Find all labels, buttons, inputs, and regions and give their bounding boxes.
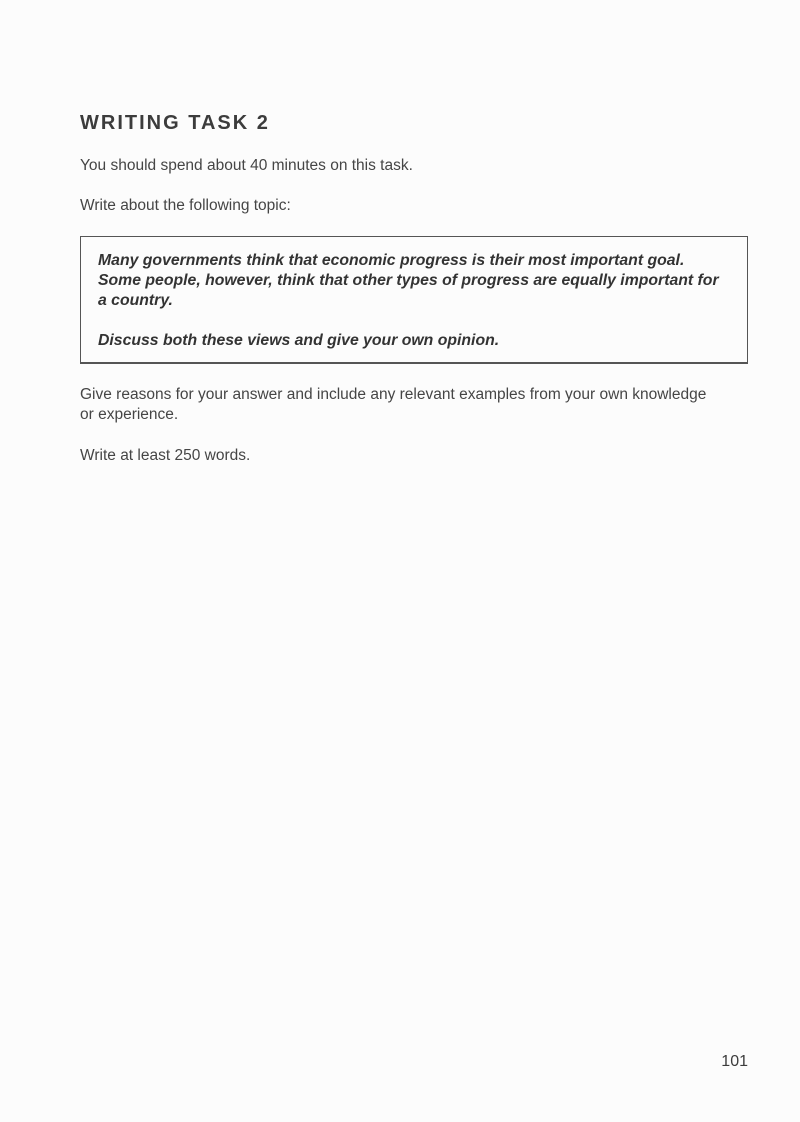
page-title: WRITING TASK 2: [80, 112, 270, 134]
reasons-instruction: Give reasons for your answer and include any relevant examples from your own knowledge or experience.: [80, 386, 707, 423]
topic-intro: Write about the following topic:: [80, 197, 291, 214]
word-count-instruction: Write at least 250 words.: [80, 447, 251, 464]
topic-box: [80, 236, 748, 364]
topic-statement: Many governments think that economic progress is their most important goal. Some people, however, think that other types of progress are equally important for a country.: [98, 252, 719, 309]
page-number: 101: [721, 1053, 748, 1070]
topic-instruction: Discuss both these views and give your own opinion.: [98, 332, 500, 349]
time-instruction: You should spend about 40 minutes on this task.: [80, 157, 413, 174]
